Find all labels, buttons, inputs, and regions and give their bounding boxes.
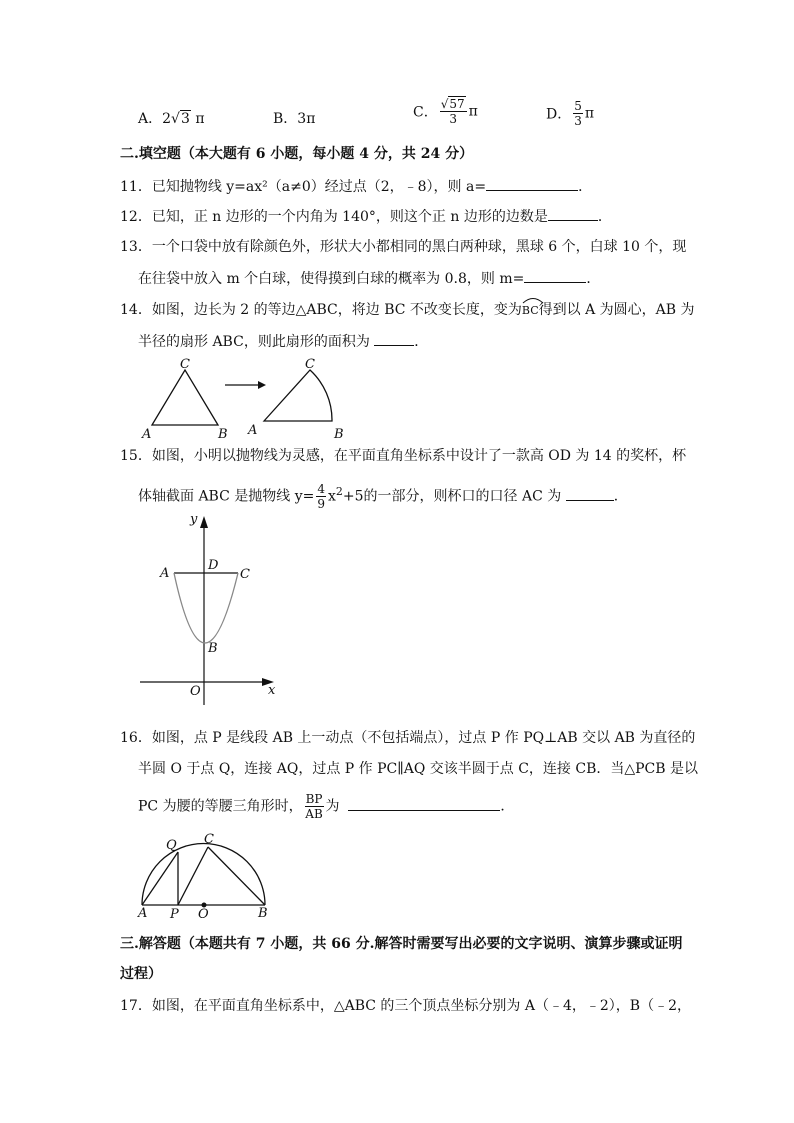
q15-label-b: B bbox=[208, 641, 218, 656]
q15-line2: 体轴截面 ABC 是抛物线 y= $\frac{4}{9}$ $x^2+5$的一部分，则杯口的口径 AC 为 ． bbox=[138, 482, 628, 512]
q14-line1b: 得到以 A 为圆心，AB 为 bbox=[538, 302, 695, 318]
q15-label-a: A bbox=[160, 566, 170, 581]
option-a-coef: 2 bbox=[162, 111, 172, 127]
q17: 17．如图，在平面直角坐标系中，△ABC 的三个顶点坐标分别为 A（﹣4，﹣2），B（﹣2， bbox=[120, 998, 691, 1014]
q15-label-c: C bbox=[240, 567, 250, 582]
q14-label-b2: B bbox=[334, 427, 344, 442]
q16-label-o: O bbox=[198, 907, 209, 922]
q16-line3a: PC 为腰的等腰三角形时， bbox=[138, 798, 303, 815]
option-c-label: C． bbox=[413, 104, 438, 121]
q14-line1a: 14．如图，边长为 2 的等边△ABC，将边 BC 不改变长度，变为 bbox=[120, 302, 522, 318]
option-c-denominator: 3 bbox=[449, 112, 457, 126]
q16-segment-pc bbox=[178, 847, 208, 905]
option-c: C． $\frac{√57}{3}$ π bbox=[413, 97, 478, 126]
q11-text: 11．已知抛物线 y=ax²（a≠0）经过点（2，﹣8），则 a= bbox=[120, 179, 487, 195]
q14-arc-label: BC bbox=[521, 304, 539, 317]
q16-label-a: A bbox=[138, 906, 148, 921]
q16-label-q: Q bbox=[166, 838, 177, 853]
option-b-label: B． bbox=[273, 111, 298, 127]
q14-label-a1: A bbox=[142, 427, 152, 442]
section3-line2: 过程） bbox=[120, 966, 162, 982]
q15-line2a: 体轴截面 ABC 是抛物线 y= bbox=[138, 488, 315, 505]
q15-label-y: y bbox=[190, 512, 198, 527]
q11: 11．已知抛物线 y=ax²（a≠0）经过点（2，﹣8），则 a= ． bbox=[120, 176, 592, 197]
q16-frac-num: BP bbox=[305, 792, 323, 806]
q14-label-c2: C bbox=[305, 357, 315, 372]
q16-line1: 16．如图，点 P 是线段 AB 上一动点（不包括端点），过点 P 作 PQ⊥AB 交以 AB 为直径的 bbox=[120, 730, 696, 746]
q16-label-b: B bbox=[258, 906, 268, 921]
q16-semicircle bbox=[142, 844, 265, 905]
q15-line2c: +5的一部分，则杯口的口径 AC 为 bbox=[342, 488, 562, 505]
q14-label-a2: A bbox=[248, 423, 258, 438]
section2-title: 二.填空题（本大题有 6 小题，每小题 4 分，共 24 分） bbox=[120, 146, 474, 162]
q16-segment-cb bbox=[208, 847, 265, 905]
option-c-radicand: 57 bbox=[449, 97, 465, 111]
section3-line1: 三.解答题（本题共有 7 小题，共 66 分.解答时需要写出必要的文字说明、演算步骤或证明 bbox=[120, 936, 683, 952]
option-d-denominator: 3 bbox=[574, 114, 582, 128]
option-a-label: A． bbox=[138, 111, 163, 127]
q14-line2-text: 半径的扇形 ABC，则此扇形的面积为 bbox=[138, 334, 370, 350]
q15-frac-den: 9 bbox=[317, 497, 326, 512]
q15-line1: 15．如图，小明以抛物线为灵感，在平面直角坐标系中设计了一款高 OD 为 14 的奖杯，杯 bbox=[120, 448, 687, 464]
q15-frac-num: 4 bbox=[317, 482, 326, 497]
option-b-text: 3π bbox=[297, 111, 316, 127]
q14-label-b1: B bbox=[218, 427, 228, 442]
q15-label-o: O bbox=[190, 684, 201, 699]
q16-label-c: C bbox=[204, 832, 214, 847]
q16-line3: PC 为腰的等腰三角形时， $\frac{BP}{AB}$ 为 ． bbox=[138, 792, 515, 821]
option-d-label: D． bbox=[546, 106, 572, 123]
q13-line1: 13．一个口袋中放有除颜色外，形状大小都相同的黑白两种球，黑球 6 个，白球 10 个，现 bbox=[120, 239, 687, 255]
q16-line3b: 为 bbox=[325, 798, 340, 815]
option-c-pi: π bbox=[468, 103, 478, 120]
q15-exp: 2 bbox=[335, 485, 343, 498]
option-d-pi: π bbox=[584, 105, 595, 122]
q15-label-x: x bbox=[268, 683, 276, 698]
q13-line2: 在往袋中放入 m 个白球，使得摸到白球的概率为 0.8，则 m= ． bbox=[138, 268, 600, 289]
option-a: A．2√3 π bbox=[138, 111, 205, 127]
q14-line2: 半径的扇形 ABC，则此扇形的面积为 ． bbox=[138, 331, 428, 352]
q16-line2: 半圆 O 于点 Q，连接 AQ，过点 P 作 PC∥AQ 交该半圆于点 C，连接 CB．当△PCB 是以 bbox=[138, 761, 698, 777]
q13-line2-text: 在往袋中放入 m 个白球，使得摸到白球的概率为 0.8，则 m= bbox=[138, 271, 525, 287]
q12: 12．已知，正 n 边形的一个内角为 140°，则这个正 n 边形的边数是 ． bbox=[120, 206, 612, 227]
option-a-pi: π bbox=[195, 111, 205, 127]
q16-frac-den: AB bbox=[305, 807, 323, 821]
q15-label-d: D bbox=[208, 558, 219, 573]
option-a-radicand: 3 bbox=[180, 111, 190, 127]
q14-label-c1: C bbox=[180, 357, 190, 372]
option-d-numerator: 5 bbox=[574, 99, 582, 113]
q15-x: x bbox=[328, 488, 336, 505]
q12-text: 12．已知，正 n 边形的一个内角为 140°，则这个正 n 边形的边数是 bbox=[120, 209, 548, 225]
q16-label-p: P bbox=[170, 907, 179, 922]
